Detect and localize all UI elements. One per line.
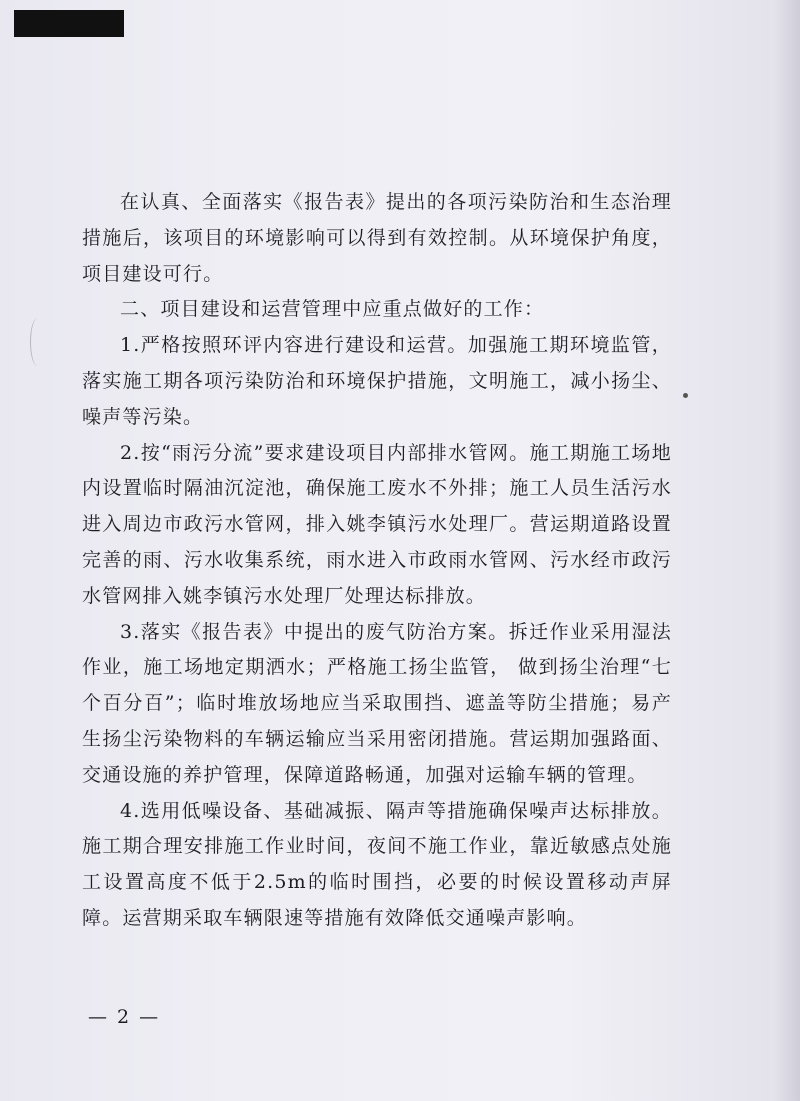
paragraph-item-2: 2.按“雨污分流”要求建设项目内部排水管网。施工期施工场地内设置临时隔油沉淀池，确保施工废水不外排；施工人员生活污水进入周边市政污水管网，排入姚李镇污水处理厂。营运期道路设置完善的雨、污水收集系统，雨水进入市政雨水管网、污水经市政污水管网排入姚李镇污水处理厂处理达标排放。 <box>82 441 672 607</box>
paragraph-item-4: 4.选用低噪设备、基础减振、隔声等措施确保噪声达标排放。施工期合理安排施工作业时间，夜间不施工作业，靠近敏感点处施工设置高度不低于2.5m的临时围挡，必要的时候设置移动声屏障。运营期采取车辆限速等措施有效降低交通噪声影响。 <box>82 799 672 929</box>
scan-edge-shadow <box>774 0 800 1101</box>
page-number: — 2 — <box>88 1006 161 1028</box>
paper-fold-mark <box>30 318 45 366</box>
paragraph-section-heading: 二、项目建设和运营管理中应重点做好的工作： <box>120 298 545 321</box>
paragraph-item-3: 3.落实《报告表》中提出的废气防治方案。拆迁作业采用湿法作业，施工场地定期洒水；严格施工扬尘监管， 做到扬尘治理“七个百分百”；临时堆放场地应当采取围挡、遮盖等防尘措施；易产生扬尘污染物料的车辆运输应当采用密闭措施。营运期加强路面、交通设施的养护管理，保障道路畅通，加强对运输车辆的管理。 <box>82 620 672 786</box>
document-body <box>82 185 672 937</box>
paragraph-conclusion: 在认真、全面落实《报告表》提出的各项污染防治和生态治理措施后，该项目的环境影响可以得到有效控制。从环境保护角度，项目建设可行。 <box>82 191 672 285</box>
scan-speck <box>683 393 688 398</box>
redaction-block <box>14 10 124 37</box>
paragraph-item-1: 1.严格按照环评内容进行建设和运营。加强施工期环境监管，落实施工期各项污染防治和环境保护措施，文明施工，减小扬尘、噪声等污染。 <box>82 334 672 428</box>
